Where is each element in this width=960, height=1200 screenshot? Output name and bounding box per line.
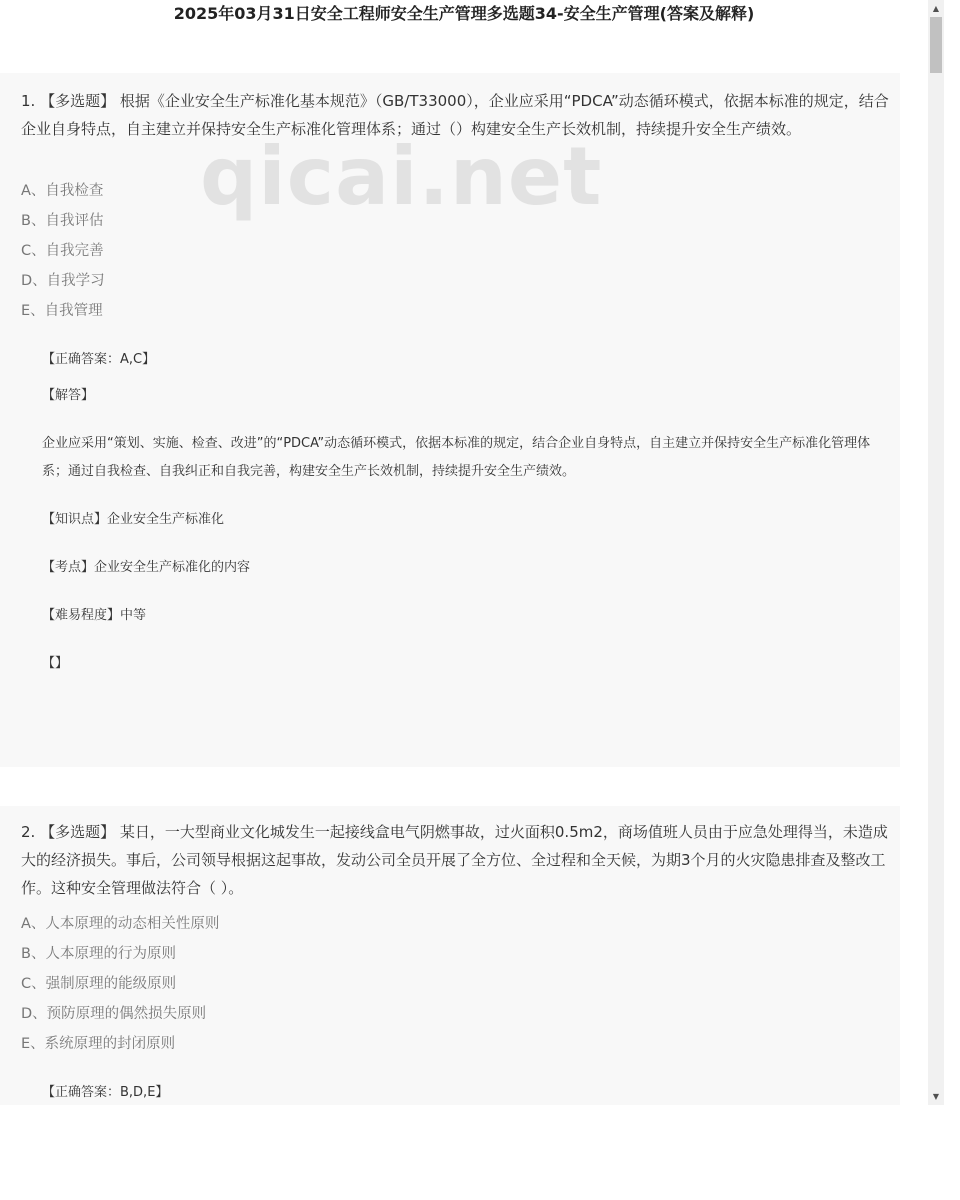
difficulty: 【难易程度】中等 [42, 608, 147, 623]
page-title: 2025年03月31日安全工程师安全生产管理多选题34-安全生产管理(答案及解释) [173, 4, 755, 23]
option-c: C、强制原理的能级原则 [21, 976, 177, 992]
scrollbar-thumb[interactable] [930, 17, 942, 73]
option-a: A、人本原理的动态相关性原则 [21, 916, 220, 932]
knowledge-point: 【知识点】企业安全生产标准化 [42, 512, 225, 527]
option-d: D、预防原理的偶然损失原则 [21, 1006, 207, 1022]
option-b: B、自我评估 [21, 213, 104, 229]
option-d: D、自我学习 [21, 273, 105, 289]
option-e: E、系统原理的封闭原则 [21, 1036, 176, 1052]
option-c: C、自我完善 [21, 243, 104, 259]
correct-answer: 【正确答案：B,D,E】 [42, 1085, 169, 1100]
question-text: 某日，一大型商业文化城发生一起接线盒电气阴燃事故，过火面积0.5m2，商场值班人员由于应急处理得当，未造成大的经济损失。事后，公司领导根据这起事故，发动公司全员开展了全方位、全过程和全天候，为期3个月的火灾隐患排查及整改工作。这种安全管理做法符合（ ）。 [21, 823, 888, 897]
watermark: qicai.net [200, 130, 603, 223]
scroll-up-icon[interactable]: ▲ [932, 4, 940, 13]
option-a: A、自我检查 [21, 183, 104, 199]
question-text: 根据《企业安全生产标准化基本规范》（GB/T33000），企业应采用“PDCA”动态循环模式，依据本标准的规定，结合企业自身特点，自主建立并保持安全生产标准化管理体系；通过（）构建安全生产长效机制，持续提升安全生产绩效。 [21, 92, 889, 138]
scroll-down-icon[interactable]: ▼ [932, 1092, 940, 1101]
question-number: 2. [21, 823, 36, 841]
extra-note: 【】 [42, 656, 69, 671]
vertical-scrollbar[interactable] [928, 0, 944, 1105]
correct-answer: 【正确答案：A,C】 [42, 352, 156, 367]
analysis-text: 企业应采用“策划、实施、检查、改进”的“PDCA”动态循环模式，依据本标准的规定，结合企业自身特点，自主建立并保持安全生产标准化管理体系；通过自我检查、自我纠正和自我完善，构建安全生产长效机制，持续提升安全生产绩效。 [42, 436, 871, 479]
option-b: B、人本原理的行为原则 [21, 946, 176, 962]
question-card [0, 806, 900, 1105]
analysis-label: 【解答】 [42, 388, 95, 403]
question-number: 1. [21, 92, 36, 110]
question-type: 【多选题】 [40, 823, 116, 841]
test-point: 【考点】企业安全生产标准化的内容 [42, 560, 251, 575]
question-type: 【多选题】 [40, 92, 116, 110]
question-stem [21, 818, 889, 902]
option-e: E、自我管理 [21, 303, 103, 319]
